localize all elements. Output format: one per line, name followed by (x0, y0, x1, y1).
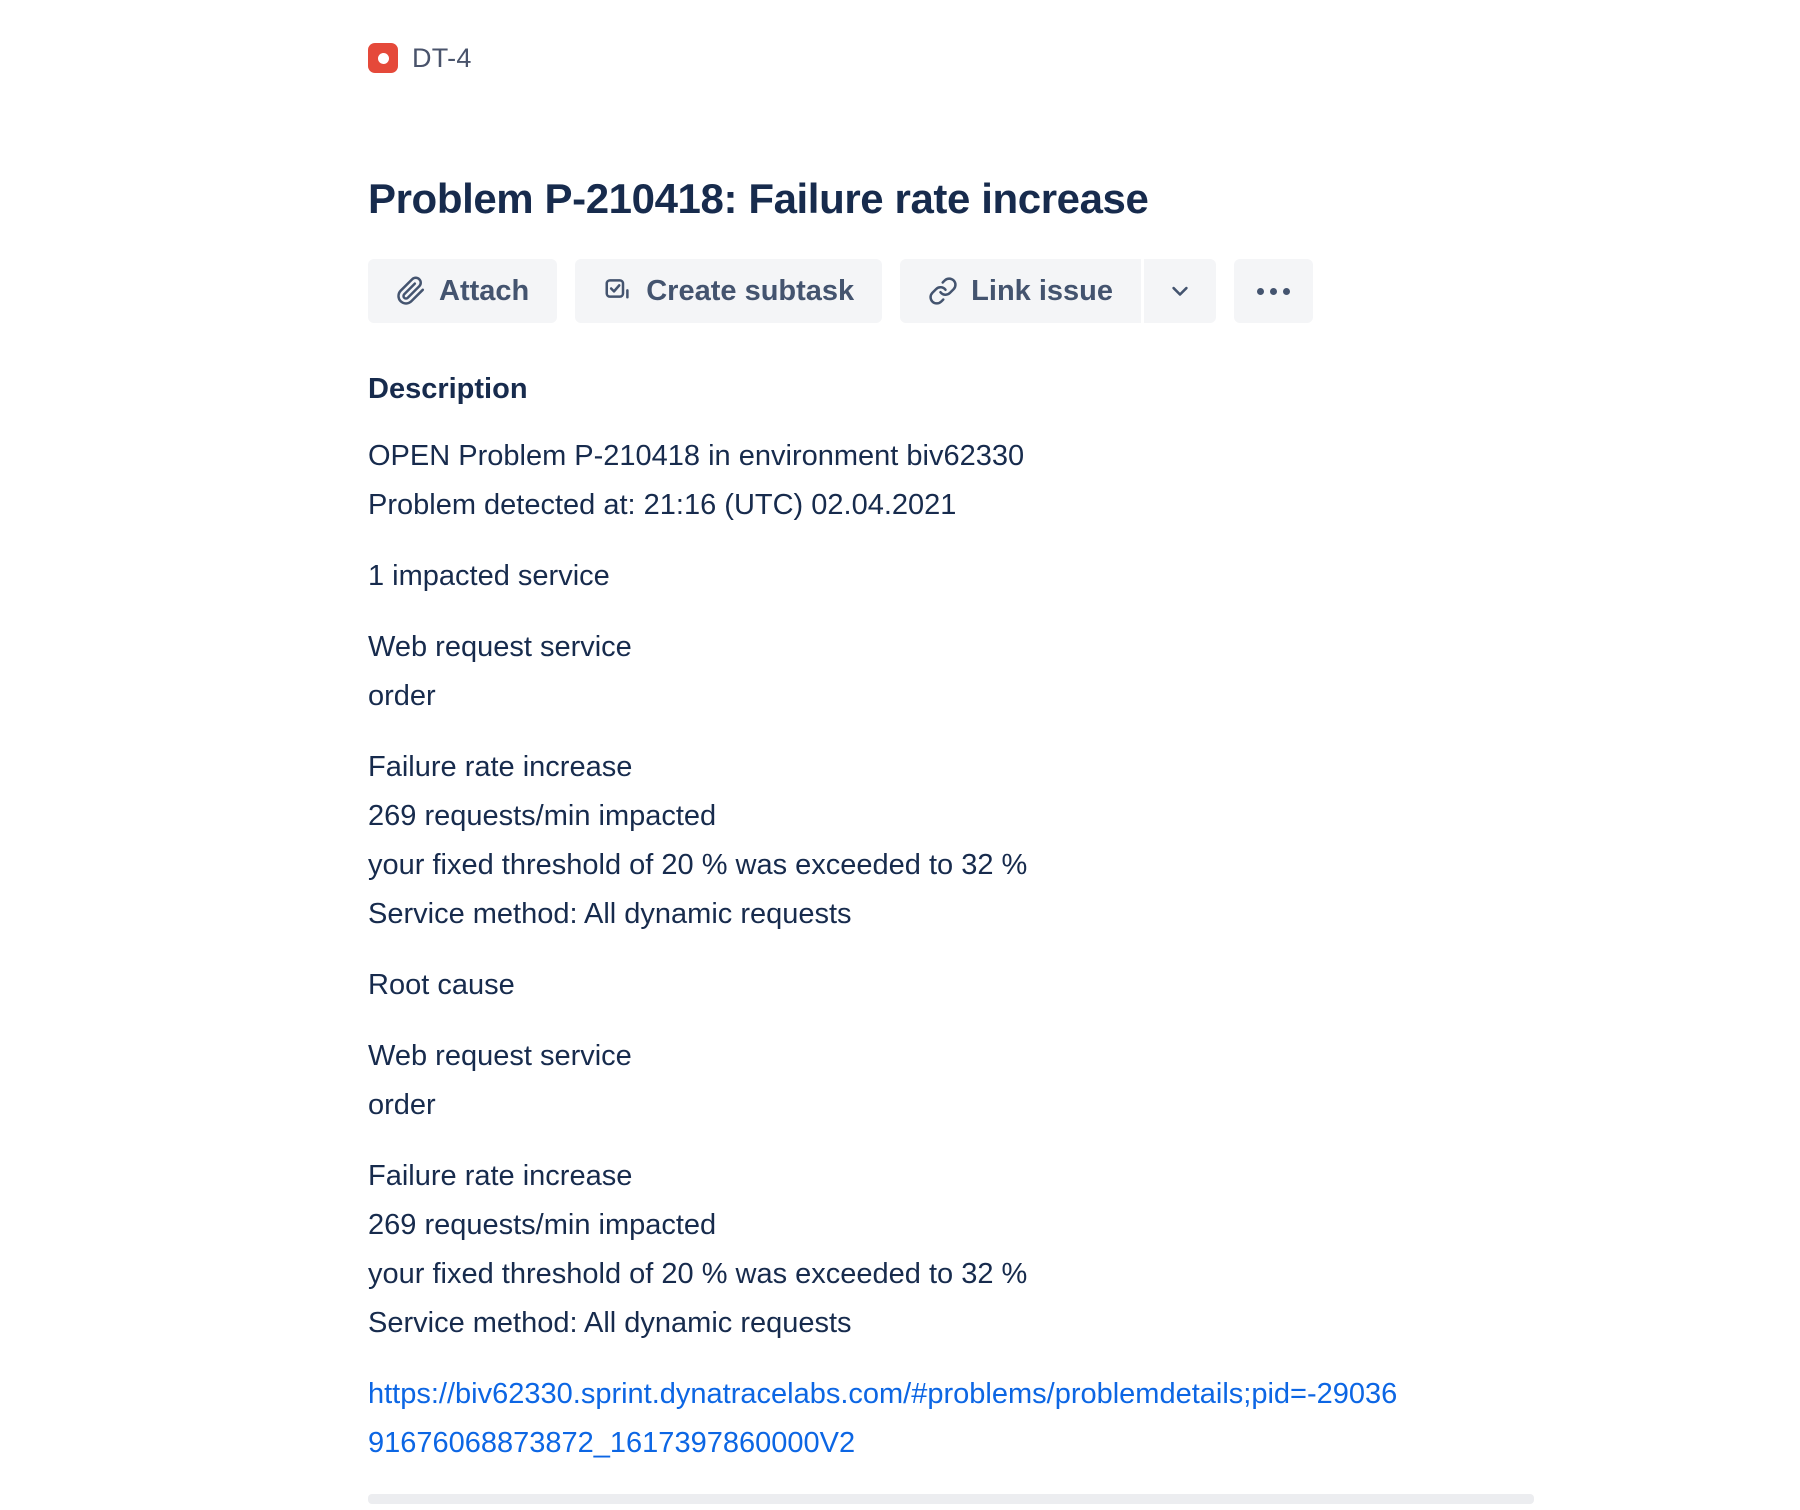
description-line: your fixed threshold of 20 % was exceeded to 32 % (368, 1258, 1028, 1290)
description-line: order (368, 1089, 436, 1121)
problem-details-link[interactable] (368, 1370, 1534, 1468)
create-subtask-button[interactable] (575, 259, 882, 323)
description-heading: Description (368, 373, 528, 405)
bug-icon (368, 43, 398, 73)
description-line: Service method: All dynamic requests (368, 1307, 852, 1339)
description-line: Failure rate increase (368, 751, 633, 783)
description-paragraph (368, 432, 1534, 530)
description-line: OPEN Problem P-210418 in environment biv62330 (368, 440, 1025, 472)
issue-title[interactable]: Problem P-210418: Failure rate increase (368, 175, 1149, 222)
link-issue-label: Link issue (971, 274, 1113, 307)
description-paragraph (368, 623, 1534, 721)
create-subtask-label: Create subtask (646, 274, 855, 307)
description-body[interactable] (368, 432, 1534, 1468)
description-line: your fixed threshold of 20 % was exceeded to 32 % (368, 849, 1028, 881)
link-issue-dropdown-button[interactable] (1144, 259, 1216, 323)
section-divider (368, 1494, 1534, 1504)
toolbar (368, 259, 1534, 323)
description-paragraph (368, 743, 1534, 939)
breadcrumb[interactable] (368, 43, 472, 73)
description-paragraph (368, 1370, 1534, 1468)
description-line: Service method: All dynamic requests (368, 898, 852, 930)
description-line: Problem detected at: 21:16 (UTC) 02.04.2021 (368, 489, 957, 521)
attach-button[interactable] (368, 259, 557, 323)
problem-details-link-line: 91676068873872_1617397860000V2 (368, 1427, 856, 1459)
ellipsis-icon (1257, 288, 1290, 295)
description-section (368, 373, 1534, 1504)
paperclip-icon (396, 276, 426, 306)
description-line: Root cause (368, 969, 515, 1001)
description-line: Web request service (368, 631, 632, 663)
description-line: Failure rate increase (368, 1160, 633, 1192)
bug-icon-dot (378, 53, 389, 64)
description-line: 269 requests/min impacted (368, 800, 717, 832)
description-line: 269 requests/min impacted (368, 1209, 717, 1241)
description-line: Web request service (368, 1040, 632, 1072)
description-paragraph (368, 552, 1534, 601)
subtask-checkbox-icon (603, 276, 633, 306)
link-issue-button[interactable] (900, 259, 1141, 323)
description-paragraph (368, 1032, 1534, 1130)
attach-label: Attach (439, 274, 530, 307)
link-issue-split-button (900, 259, 1216, 323)
link-icon (928, 276, 958, 306)
description-paragraph (368, 1152, 1534, 1348)
description-line: 1 impacted service (368, 560, 610, 592)
description-paragraph (368, 961, 1534, 1010)
chevron-down-icon (1166, 277, 1194, 305)
more-actions-button[interactable] (1234, 259, 1313, 323)
description-line: order (368, 680, 436, 712)
issue-key: DT-4 (412, 42, 472, 73)
problem-details-link-line: https://biv62330.sprint.dynatracelabs.com/#problems/problemdetails;pid=-29036 (368, 1378, 1398, 1410)
